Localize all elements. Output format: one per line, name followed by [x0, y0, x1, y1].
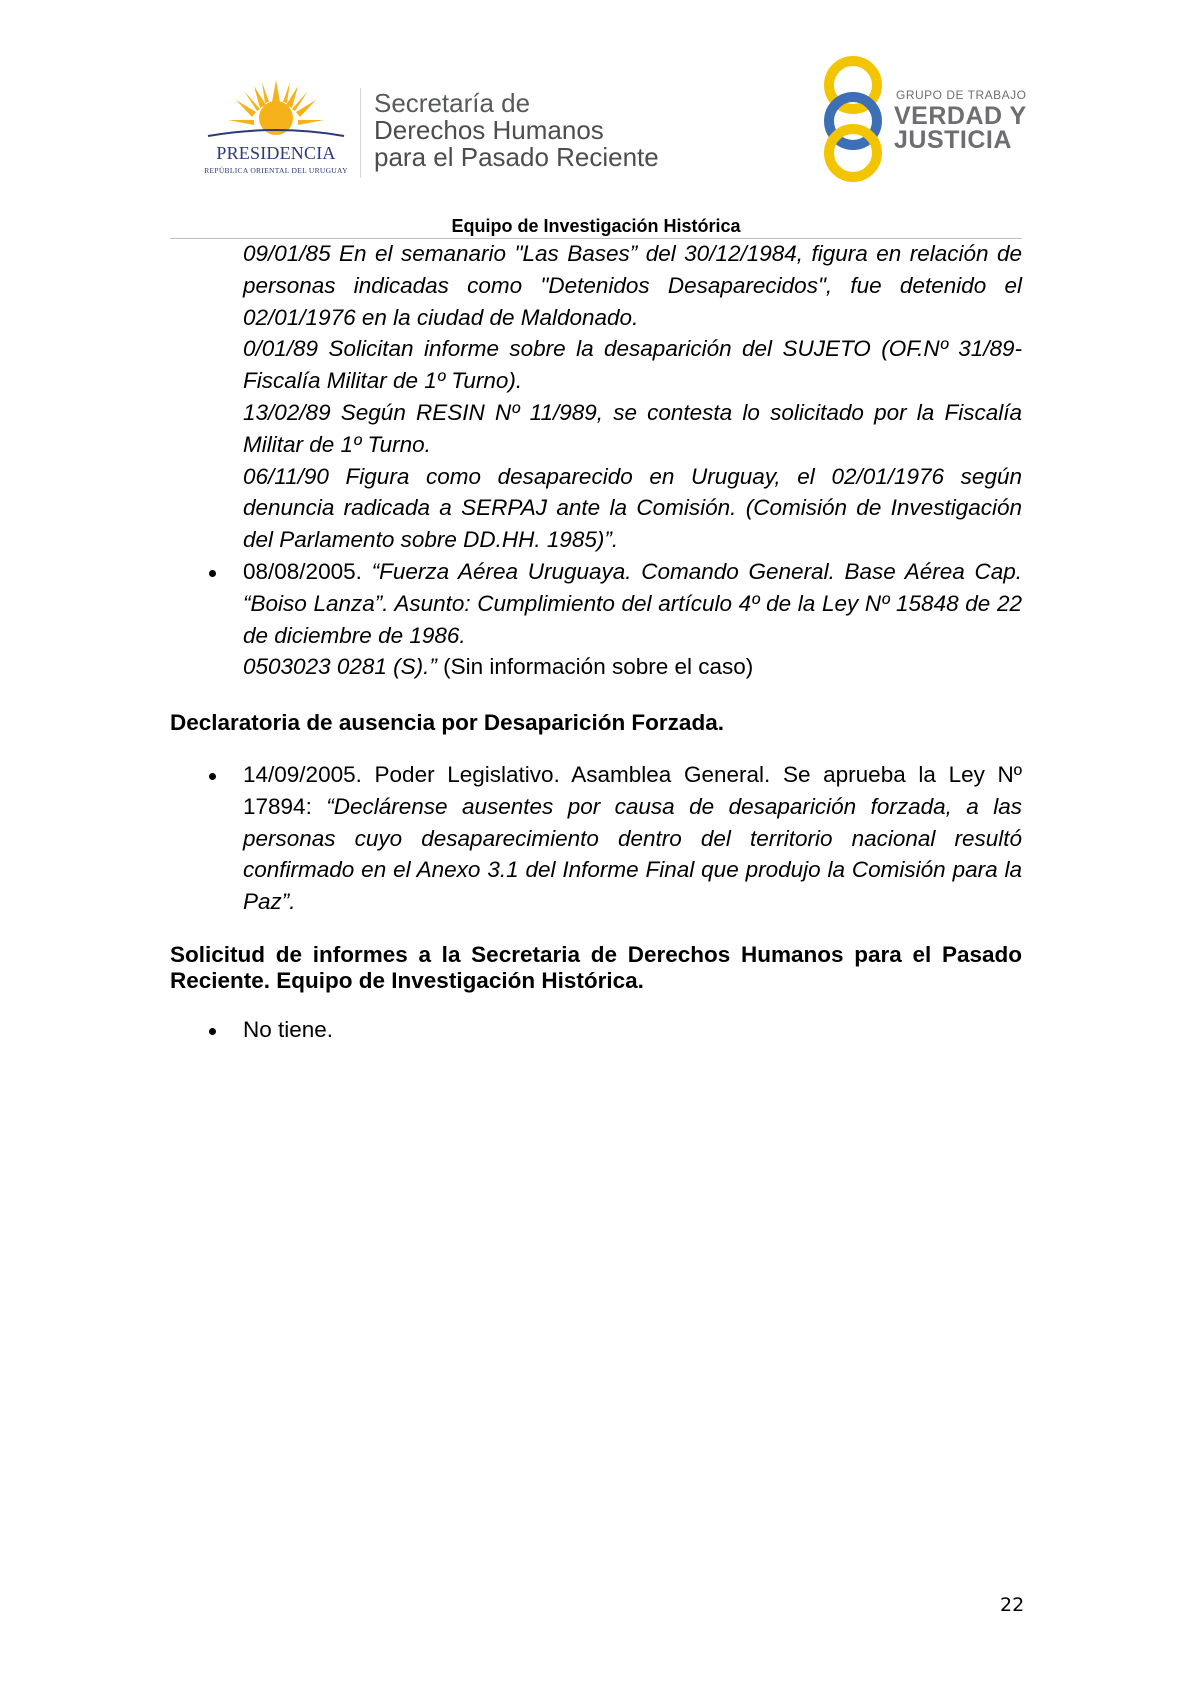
list-item-quote: “Fuerza Aérea Uruguaya. Comando General. Base Aérea Cap. “Boiso Lanza”. Asunto: Cumplimiento del artículo 4º de la Ley Nº 15848 de 22 de diciembre de 1986. [243, 558, 1022, 648]
linked-rings-icon [820, 56, 890, 182]
section-heading-2: Solicitud de informes a la Secretaria de Derechos Humanos para el Pasado Reciente. Equipo de Investigación Histórica. [170, 941, 1022, 993]
spacer [170, 683, 1022, 707]
spacer [170, 739, 1022, 759]
list-item-quote: “Declárense ausentes por causa de desaparición forzada, a las personas cuyo desaparecimiento dentro del territorio nacional resultó confirmado en el Anexo 3.1 del Informe Final que produjo la Comisión para la Paz”. [243, 793, 1022, 915]
secretaria-line-2: Derechos Humanos [374, 115, 604, 145]
grupo-line-1: GRUPO DE TRABAJO [896, 88, 1027, 102]
bullet-icon [209, 570, 216, 577]
header-title: Equipo de Investigación Histórica [451, 216, 741, 236]
header-divider [360, 88, 361, 178]
list-item [170, 1014, 1022, 1046]
bullet-icon [209, 1028, 216, 1035]
spacer [170, 994, 1022, 1014]
grupo-line-2: VERDAD Y [894, 102, 1027, 130]
list-item-prefix: 14/09/2005. Poder Legislativo. Asamblea General. Se aprueba la Ley Nº 17894: [243, 761, 1022, 819]
presidencia-name: PRESIDENCIA [216, 143, 336, 163]
presidencia-logo [196, 78, 356, 178]
page-number: 22 [1000, 1594, 1025, 1616]
verdad-justicia-logo [820, 56, 1030, 182]
document-body [170, 238, 1022, 1046]
grupo-line-3: JUSTICIA [894, 126, 1012, 154]
spacer [170, 918, 1022, 942]
list-item-note: (Sin información sobre el caso) [436, 654, 754, 680]
list-item [170, 556, 1022, 683]
bullet-icon [209, 773, 216, 780]
paragraph-3: 13/02/89 Según RESIN Nº 11/989, se contesta lo solicitado por la Fiscalía Militar de 1º Turno. [243, 399, 1022, 457]
section-heading-1: Declaratoria de ausencia por Desaparición Forzada. [170, 710, 724, 736]
presidencia-subtitle: REPÚBLICA ORIENTAL DEL URUGUAY [204, 166, 348, 175]
secretaria-logo-text [374, 90, 659, 171]
list-item-text [243, 556, 1022, 651]
paragraph-1: 09/01/85 En el semanario "Las Bases” del 30/12/1984, figura en relación de personas indicadas como "Detenidos Desaparecidos", fue detenido el 02/01/1976 en la ciudad de Maldonado. [243, 241, 1022, 330]
paragraph-4: 06/11/90 Figura como desaparecido en Uruguay, el 02/01/1976 según denuncia radicada a SERPAJ ante la Comisión. (Comisión de Investigación del Parlamento sobre DD.HH. 1985)”. [243, 463, 1022, 553]
list-item-text-2 [243, 651, 1022, 683]
secretaria-line-1: Secretaría de [374, 88, 531, 118]
list-item-date: 08/08/2005. [243, 558, 372, 584]
list-item [170, 759, 1022, 918]
paragraph-2: 0/01/89 Solicitan informe sobre la desaparición del SUJETO (OF.Nº 31/89-Fiscalía Militar de 1º Turno). [243, 336, 1022, 394]
list-item-reference: 0503023 0281 (S).” [243, 654, 437, 680]
secretaria-line-3: para el Pasado Reciente [374, 142, 659, 172]
list-item-text [243, 759, 1022, 918]
sun-emblem-icon [196, 78, 356, 148]
list-item-text: No tiene. [243, 1016, 334, 1042]
